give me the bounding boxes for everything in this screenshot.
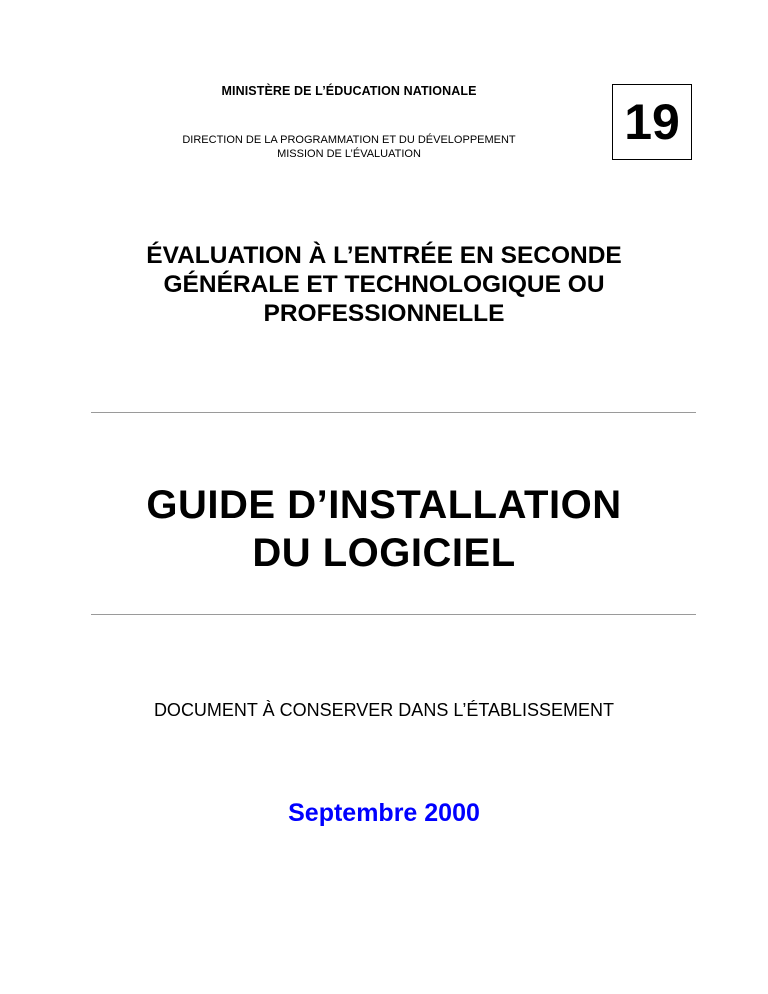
ministry-name: MINISTÈRE DE L’ÉDUCATION NATIONALE bbox=[221, 84, 477, 98]
directorate-name: DIRECTION DE LA PROGRAMMATION ET DU DÉVELOPPEMENT bbox=[182, 134, 516, 146]
top-divider bbox=[91, 412, 696, 413]
issue-number-box bbox=[612, 84, 692, 160]
issue-number: 19 bbox=[624, 94, 680, 150]
title-line: DU LOGICIEL bbox=[252, 531, 516, 575]
subtitle-line: PROFESSIONNELLE bbox=[263, 300, 505, 327]
document-title bbox=[40, 481, 728, 577]
document-subtitle bbox=[60, 241, 708, 328]
publication-date: Septembre 2000 bbox=[288, 799, 480, 827]
retention-note: DOCUMENT À CONSERVER DANS L’ÉTABLISSEMENT bbox=[153, 700, 615, 720]
title-line: GUIDE D’INSTALLATION bbox=[146, 483, 622, 527]
mission-name: MISSION DE L’ÉVALUATION bbox=[277, 148, 421, 160]
bottom-divider bbox=[91, 614, 696, 615]
subtitle-line: GÉNÉRALE ET TECHNOLOGIQUE OU bbox=[163, 271, 605, 298]
directorate-block bbox=[130, 133, 568, 161]
subtitle-line: ÉVALUATION À L’ENTRÉE EN SECONDE bbox=[146, 242, 622, 269]
